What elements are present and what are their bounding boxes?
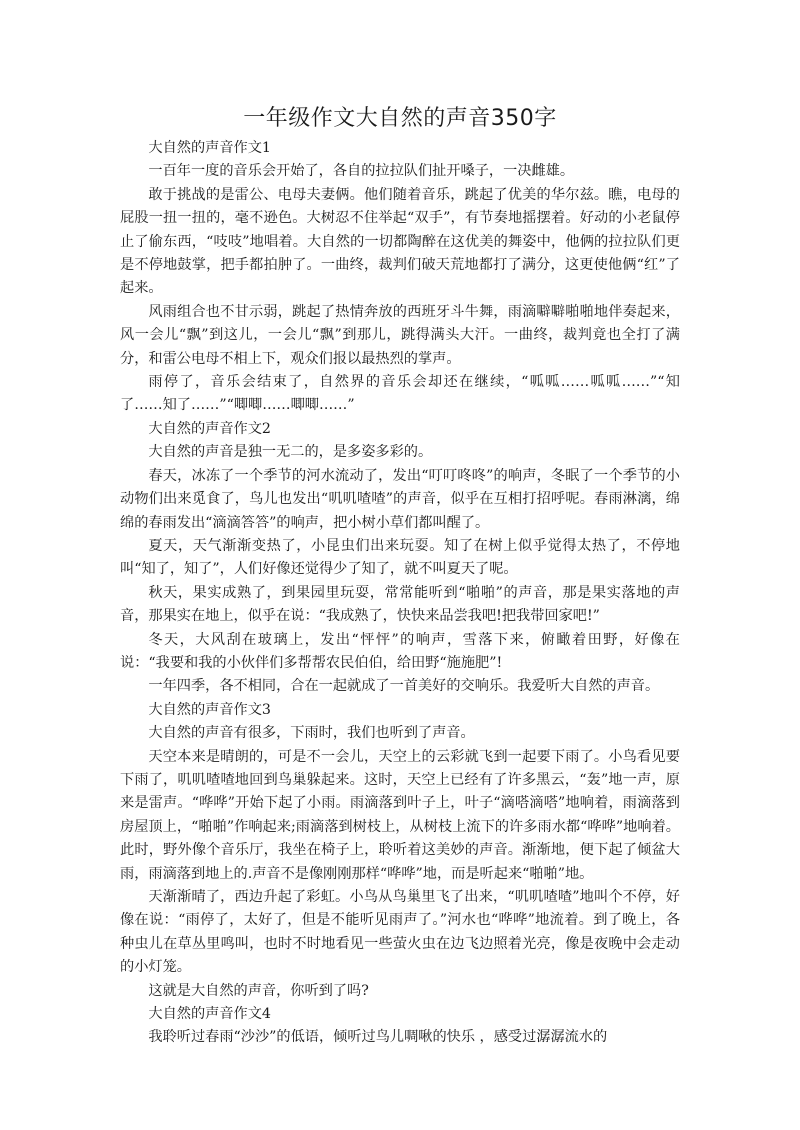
paragraph: 雨停了，音乐会结束了，自然界的音乐会却还在继续，“呱呱……呱呱……”“知了……知了……”“唧唧……唧唧……” (120, 374, 680, 414)
section-heading: 大自然的声音作文2 (148, 420, 271, 437)
paragraph: 我聆听过春雨“沙沙”的低语，倾听过鸟儿啁啾的快乐 ，感受过潺潺流水的 (148, 1029, 608, 1046)
paragraph: 大自然的声音有很多，下雨时，我们也听到了声音。 (148, 725, 475, 742)
paragraph: 大自然的声音是独一无二的，是多姿多彩的。 (148, 444, 433, 461)
document-title: 一年级作文大自然的声音350字 (243, 106, 557, 131)
paragraph: 一年四季，各不相同，合在一起就成了一首美好的交响乐。我爱听大自然的声音。 (148, 678, 660, 695)
paragraph: 一百年一度的音乐会开始了，各自的拉拉队们扯开嗓子，一决雌雄。 (148, 163, 575, 180)
paragraph: 敢于挑战的是雷公、电母夫妻俩。他们随着音乐，跳起了优美的华尔兹。瞧，电母的屁股一扭一扭的，毫不逊色。大树忍不住举起“双手”，有节奏地摇摆着。好动的小老鼠停止了偷东西，“吱吱”地唱着。大自然的一切都陶醉在这优美的舞姿中，他俩的拉拉队们更是不停地鼓掌，把手都拍肿了。一曲终，裁判们破天荒地都打了满分，这更使他俩“红”了起来。 (120, 186, 680, 297)
paragraph: 天渐渐晴了，西边升起了彩虹。小鸟从鸟巢里飞了出来，“叽叽喳喳”地叫个不停，好像在说：“雨停了，太好了，但是不能听见雨声了。”河水也“哗哗”地流着。到了晚上，各种虫儿在草丛里鸣叫，也时不时地看见一些萤火虫在边飞边照着光亮，像是夜晚中会走动的小灯笼。 (120, 889, 680, 976)
paragraph: 冬天，大风刮在玻璃上，发出“怦怦”的响声，雪落下来，俯瞰着田野，好像在说：“我要和我的小伙伴们多帮帮农民伯伯，给田野“施施肥”! (120, 631, 680, 671)
section-heading: 大自然的声音作文4 (148, 1006, 271, 1023)
paragraph: 夏天，天气渐渐变热了，小昆虫们出来玩耍。知了在树上似乎觉得太热了，不停地叫“知了，知了”，人们好像还觉得少了知了，就不叫夏天了呢。 (120, 537, 680, 578)
paragraph: 春天，冰冻了一个季节的河水流动了，发出“叮叮咚咚”的响声，冬眠了一个季节的小动物们出来觅食了，鸟儿也发出“叽叽喳喳”的声音，似乎在互相打招呼呢。春雨淋漓，绵绵的春雨发出“滴滴答答”的响声，把小树小草们都叫醒了。 (120, 467, 680, 531)
paragraph: 天空本来是晴朗的，可是不一会儿，天空上的云彩就飞到一起要下雨了。小鸟看见要下雨了，叽叽喳喳地回到鸟巢躲起来。这时，天空上已经有了许多黑云，“轰”地一声，原来是雷声。“哗哗”开始下起了小雨。雨滴落到叶子上，叶子“滴嗒滴嗒”地响着，雨滴落到房屋顶上，“啪啪”作响起来;雨滴落到树枝上，从树枝上流下的许多雨水都“哗哗”地响着。此时，野外像个音乐厅，我坐在椅子上，聆听着这美妙的声音。渐渐地，便下起了倾盆大雨，雨滴落到地上的.声音不是像刚刚那样“哗哗”地，而是听起来“啪啪”地。 (120, 748, 680, 882)
section-heading: 大自然的声音作文3 (148, 701, 271, 718)
section-heading: 大自然的声音作文1 (148, 140, 271, 156)
paragraph: 风雨组合也不甘示弱，跳起了热情奔放的西班牙斗牛舞，雨滴噼噼啪啪地伴奏起来，风一会儿“飘”到这儿，一会儿“飘”到那儿，跳得满头大汗。一曲终，裁判竟也全打了满分，和雷公电母不相上下，观众们报以最热烈的掌声。 (120, 303, 680, 367)
paragraph: 这就是大自然的声音，你听到了吗? (148, 982, 369, 999)
paragraph: 秋天，果实成熟了，到果园里玩耍，常常能听到“啪啪”的声音，那是果实落地的声音，那果实在地上，似乎在说：“我成熟了，快快来品尝我吧!把我带回家吧!” (120, 584, 680, 625)
document-body (120, 137, 680, 1050)
